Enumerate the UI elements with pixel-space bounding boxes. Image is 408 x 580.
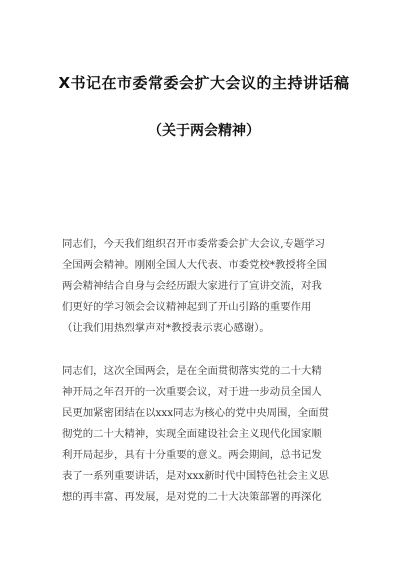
paragraph-line: 利开局起步，具有十分重要的意义。两会期间，总书记发	[62, 449, 322, 461]
paragraph-line: （让我们用热烈掌声对*教授表示衷心感谢）。	[62, 322, 270, 334]
paragraph-line: 民更加紧密团结在以xxx同志为核心的党中央周围，全面贯	[62, 407, 329, 419]
paragraph-line: 全国两会精神。刚刚全国人大代表、市委党校*教授将全国	[62, 259, 327, 271]
paragraph-line: 两会精神结合自身与会经历跟大家进行了宣讲交流，对我	[62, 280, 322, 292]
paragraph-line: 同志们，这次全国两会，是在全面贯彻落实党的二十大精	[62, 365, 322, 377]
paragraph-1	[62, 234, 346, 339]
paragraph-line: 表了一系列重要讲话，是对xxx新时代中国特色社会主义思	[62, 470, 329, 482]
paragraph-line: 彻党的二十大精神，实现全面建设社会主义现代化国家顺	[62, 428, 322, 440]
paragraph-line: 同志们，今天我们组织召开市委常委会扩大会议,专题学习	[62, 238, 326, 250]
document-subtitle: （关于两会精神）	[148, 123, 260, 139]
paragraph-line: 们更好的学习领会会议精神起到了开山引路的重要作用	[62, 301, 312, 313]
paragraph-line: 神开局之年召开的一次重要会议，对于进一步动员全国人	[62, 386, 322, 398]
paragraph-line: 想的再丰富、再发展，是对党的二十大决策部署的再深化	[62, 491, 322, 503]
document-title: X书记在市委常委会扩大会议的主持讲话稿	[58, 74, 350, 92]
paragraph-2	[62, 361, 346, 508]
